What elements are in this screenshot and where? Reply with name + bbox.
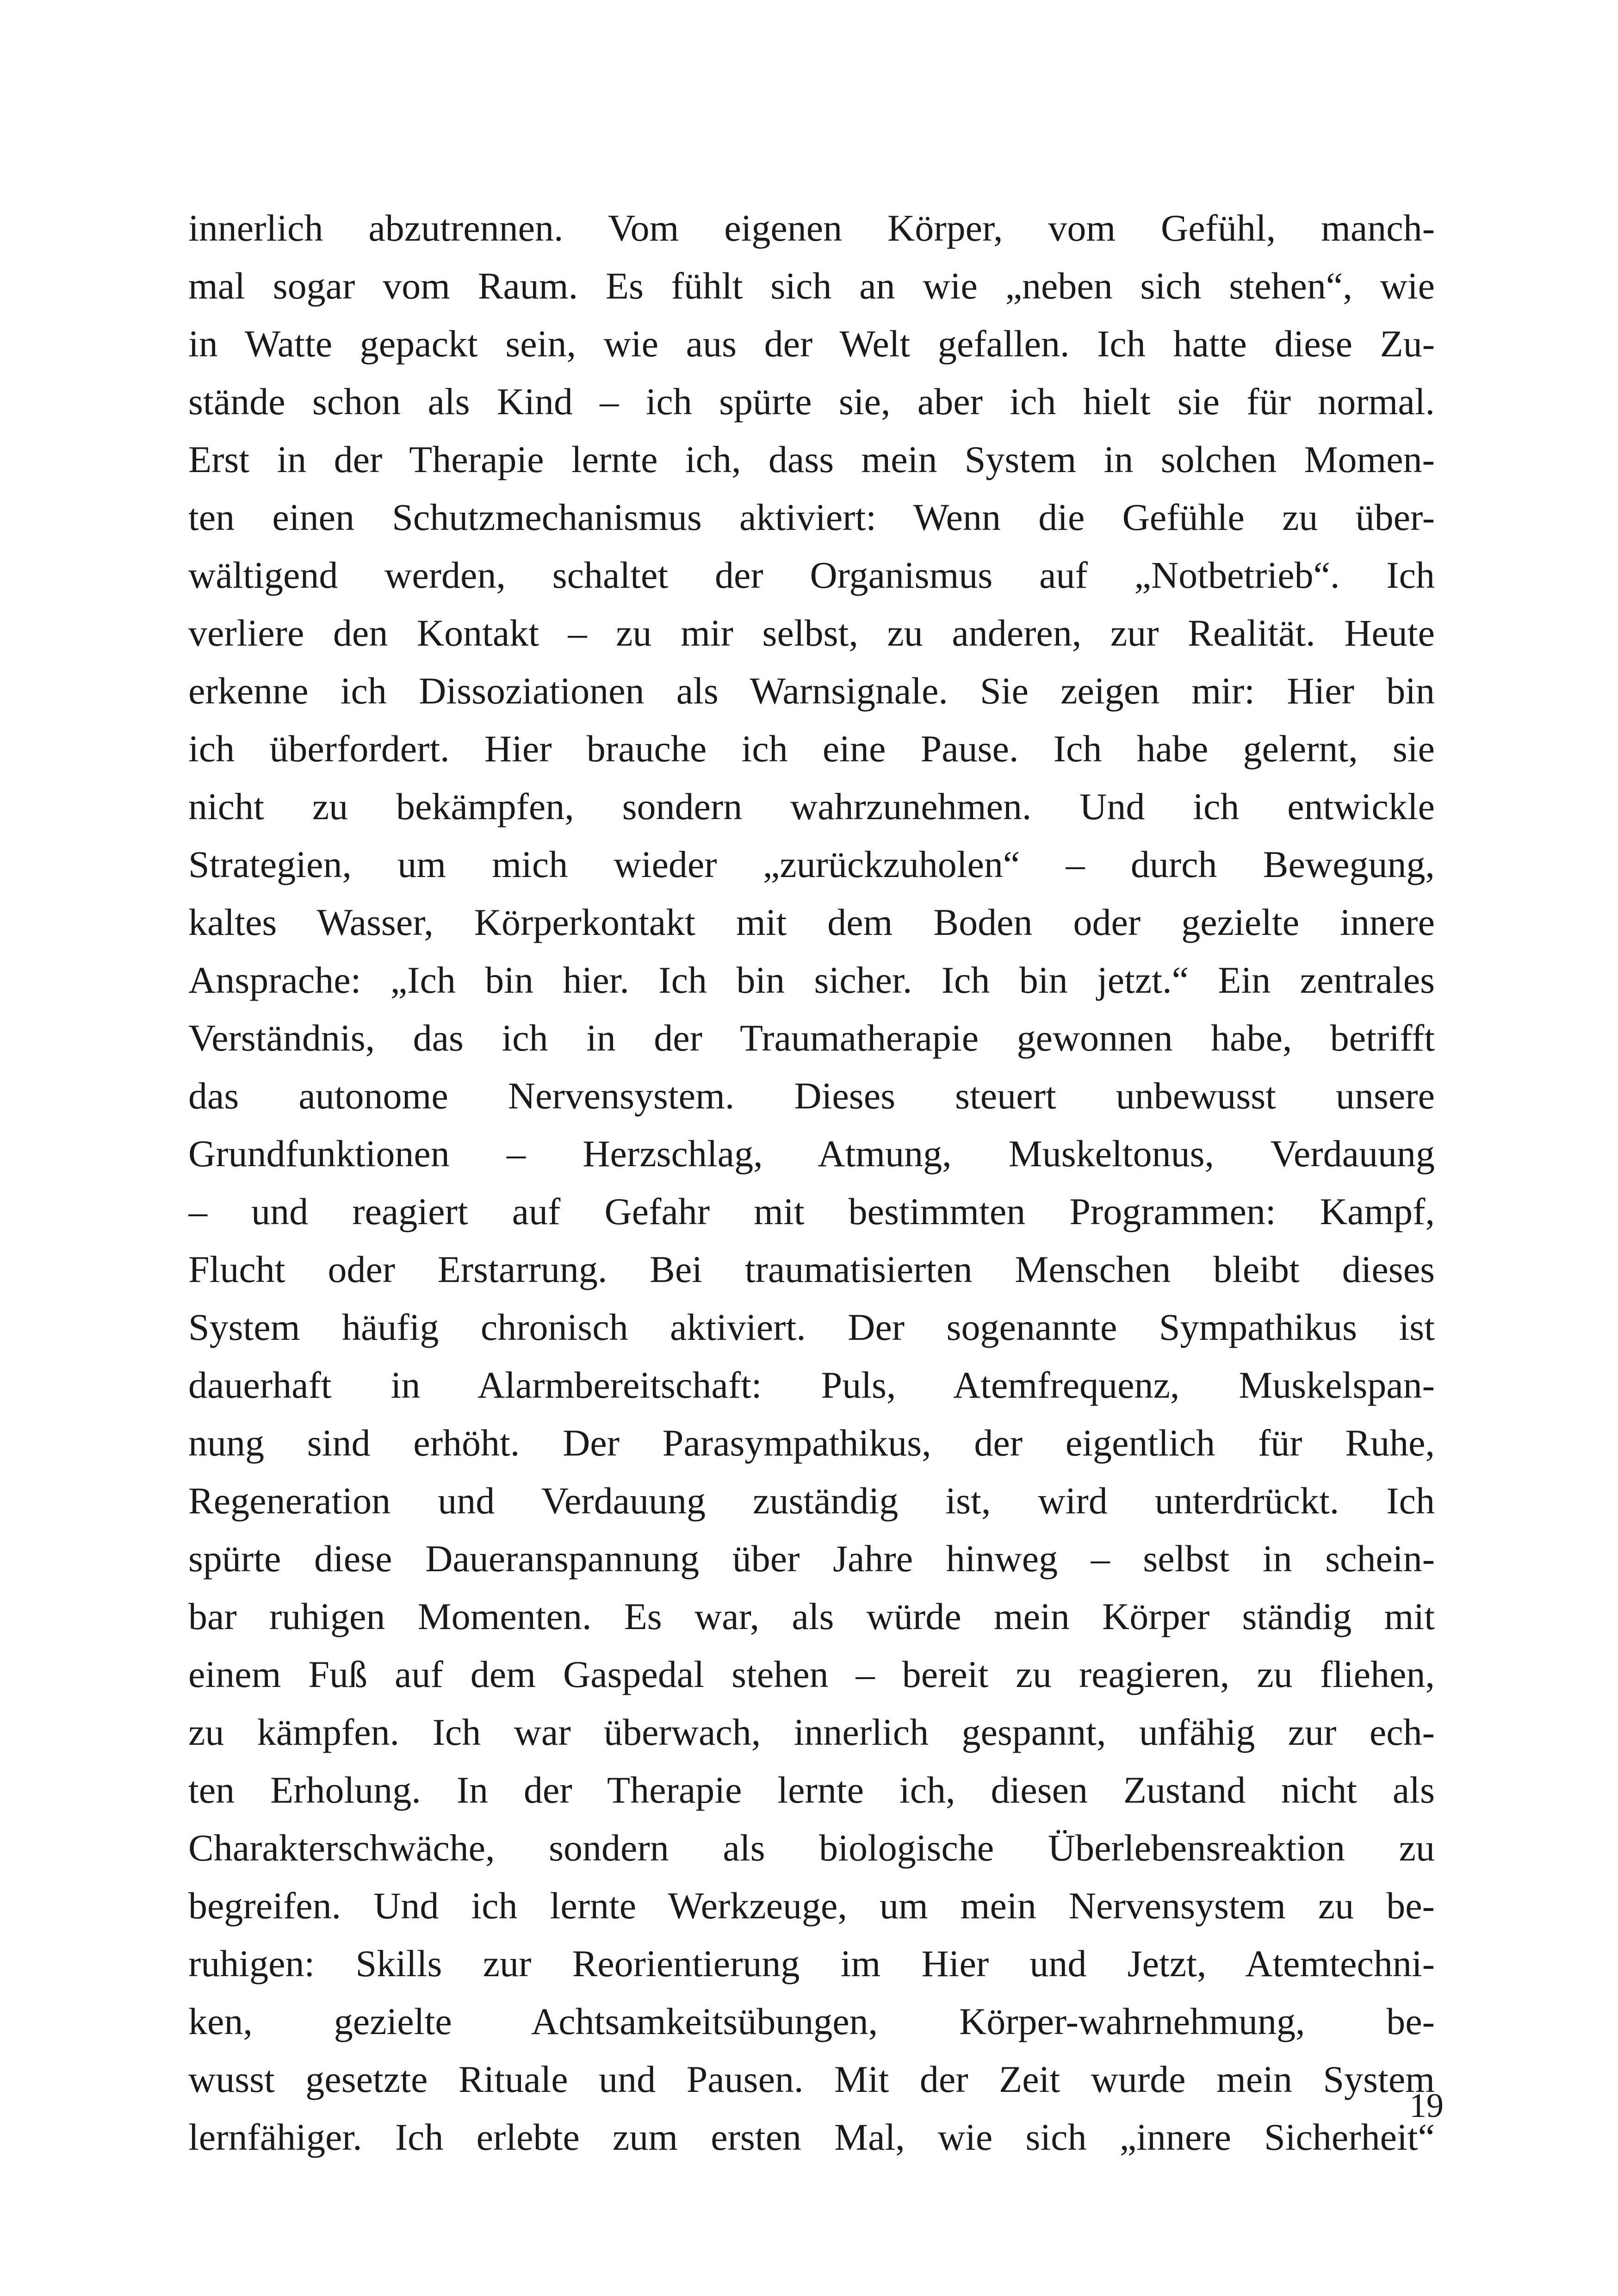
text-line: Strategien, um mich wieder „zurückzuholen“ – durch Bewegung, <box>188 843 1435 885</box>
text-line: Charakterschwäche, sondern als biologische Überlebensreaktion zu <box>188 1827 1435 1869</box>
text-line: mal sogar vom Raum. Es fühlt sich an wie „neben sich stehen“, wie <box>188 265 1435 307</box>
text-line: dauerhaft in Alarmbereitschaft: Puls, Atemfrequenz, Muskelspan- <box>188 1364 1435 1406</box>
text-line: stände schon als Kind – ich spürte sie, aber ich hielt sie für normal. <box>188 380 1435 423</box>
text-line: ten Erholung. In der Therapie lernte ich, diesen Zustand nicht als <box>188 1769 1435 1811</box>
text-line: Ansprache: „Ich bin hier. Ich bin sicher. Ich bin jetzt.“ Ein zentrales <box>188 959 1435 1001</box>
text-line: kaltes Wasser, Körperkontakt mit dem Boden oder gezielte innere <box>188 901 1435 943</box>
text-line: bar ruhigen Momenten. Es war, als würde mein Körper ständig mit <box>188 1595 1435 1637</box>
text-line: zu kämpfen. Ich war überwach, innerlich gespannt, unfähig zur ech- <box>188 1711 1435 1753</box>
page-number: 19 <box>1409 2087 1444 2125</box>
text-line: Flucht oder Erstarrung. Bei traumatisierten Menschen bleibt dieses <box>188 1248 1435 1290</box>
text-line: das autonome Nervensystem. Dieses steuert unbewusst unsere <box>188 1075 1435 1117</box>
text-line: ruhigen: Skills zur Reorientierung im Hier und Jetzt, Atemtechni- <box>188 1942 1435 1985</box>
text-line: ich überfordert. Hier brauche ich eine Pause. Ich habe gelernt, sie <box>188 728 1435 770</box>
text-line: wusst gesetzte Rituale und Pausen. Mit der Zeit wurde mein System <box>188 2058 1435 2100</box>
body-text <box>188 199 1435 2166</box>
text-line: – und reagiert auf Gefahr mit bestimmten Programmen: Kampf, <box>188 1190 1435 1232</box>
text-line: erkenne ich Dissoziationen als Warnsignale. Sie zeigen mir: Hier bin <box>188 670 1435 712</box>
text-line: in Watte gepackt sein, wie aus der Welt gefallen. Ich hatte diese Zu- <box>188 323 1435 365</box>
text-line: Regeneration und Verdauung zuständig ist, wird unterdrückt. Ich <box>188 1480 1435 1522</box>
text-line: Grundfunktionen – Herzschlag, Atmung, Muskeltonus, Verdauung <box>188 1132 1435 1175</box>
text-line: verliere den Kontakt – zu mir selbst, zu anderen, zur Realität. Heute <box>188 612 1435 654</box>
text-line: Erst in der Therapie lernte ich, dass mein System in solchen Momen- <box>188 438 1435 480</box>
text-line: lernfähiger. Ich erlebte zum ersten Mal, wie sich „innere Sicherheit“ <box>188 2116 1435 2158</box>
text-line: System häufig chronisch aktiviert. Der sogenannte Sympathikus ist <box>188 1306 1435 1348</box>
text-line: wältigend werden, schaltet der Organismus auf „Notbetrieb“. Ich <box>188 554 1435 596</box>
text-line: nicht zu bekämpfen, sondern wahrzunehmen. Und ich entwickle <box>188 785 1435 828</box>
text-line: ten einen Schutzmechanismus aktiviert: Wenn die Gefühle zu über- <box>188 496 1435 538</box>
text-line: innerlich abzutrennen. Vom eigenen Körper, vom Gefühl, manch- <box>188 207 1435 249</box>
text-line: Verständnis, das ich in der Traumatherapie gewonnen habe, betrifft <box>188 1017 1435 1059</box>
text-line: nung sind erhöht. Der Parasympathikus, der eigentlich für Ruhe, <box>188 1422 1435 1464</box>
text-line: einem Fuß auf dem Gaspedal stehen – bereit zu reagieren, zu fliehen, <box>188 1653 1435 1695</box>
text-line: ken, gezielte Achtsamkeitsübungen, Körper-wahrnehmung, be- <box>188 2000 1435 2042</box>
text-line: begreifen. Und ich lernte Werkzeuge, um mein Nervensystem zu be- <box>188 1885 1435 1927</box>
text-line: spürte diese Daueranspannung über Jahre hinweg – selbst in schein- <box>188 1537 1435 1580</box>
